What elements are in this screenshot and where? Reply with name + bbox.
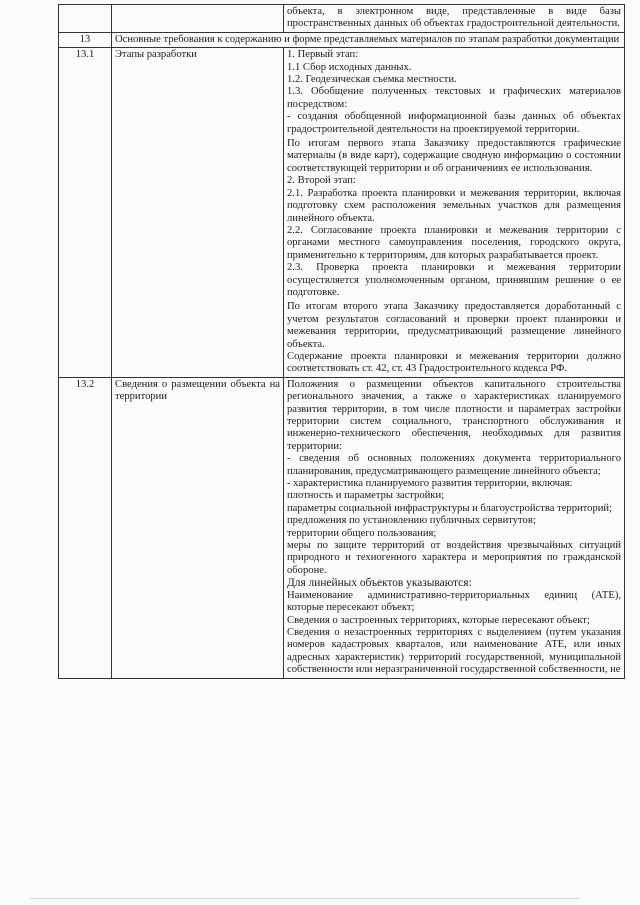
cell-num-13-1: 13.1 (59, 48, 112, 378)
paragraph: 1. Первый этап: (287, 49, 359, 61)
cell-section-13-title: Основные требования к содержанию и форме представляемых материалов по этапам разработки документации (112, 32, 625, 47)
paragraph: 1.3. Обобщение полученных текстовых и графических материалов посредством: (287, 86, 621, 110)
table-row-continuation (59, 5, 625, 33)
paragraph: - характеристика планируемого развития территории, включая: (287, 478, 573, 490)
paragraph: Содержание проекта планировки и межевания территории должно соответствовать ст. 42, ст. 43 Градостроительного кодекса РФ. (287, 350, 621, 375)
cell-content-13-2 (284, 377, 625, 678)
paragraph: - сведения об основных положениях документа территориального планирования, предусматривающего размещение линейного объекта; (287, 453, 621, 477)
paragraph: Сведения о незастроенных территориях с выделением (путем указания номеров кадастровых кварталов, или наименование АТЕ, или иных адресных характеристик) территорий государственной, муниципальной собственности или неразграниченной государственной собственности, не (287, 626, 621, 676)
table-row-13-1 (59, 48, 625, 378)
paragraph: Сведения о застроенных территориях, которые пересекают объект; (287, 614, 590, 626)
paragraph: предложения по установлению публичных сервитутов; (287, 515, 536, 527)
paragraph: По итогам второго этапа Заказчику предоставляется доработанный с учетом результатов согласований и проверки проект планировки и межевания территории, предусматривающий размещение линейного объекта. (287, 301, 621, 350)
paragraph: Наименование административно-территориальных единиц (АТЕ), которые пересекают объект; (287, 589, 621, 614)
table-row-13 (59, 32, 625, 47)
paragraph: Для линейных объектов указываются: (287, 577, 472, 590)
scan-edge-divider (30, 898, 580, 899)
cell-name-empty (112, 5, 284, 33)
paragraph: 1.1 Сбор исходных данных. (287, 61, 412, 73)
cell-name-13-2: Сведения о размещении объекта на территории (112, 377, 284, 678)
paragraph: территории общего пользования; (287, 527, 437, 539)
cell-content-13-1 (284, 48, 625, 378)
paragraph: По итогам первого этапа Заказчику предоставляются графические материалы (в виде карт), содержащие сводную информацию о состоянии соответствующей территории и об ограничениях ее использования. (287, 138, 621, 174)
paragraph: - создания обобщенной информационной базы данных об объектах градостроительной деятельности на проектируемой территории. (287, 111, 621, 135)
paragraph: 2. Второй этап: (287, 175, 356, 187)
cell-continuation-text: объекта, в электронном виде, представленные в виде базы пространственных данных об объектах градостроительной деятельности. (284, 5, 625, 33)
table-row-13-2 (59, 377, 625, 678)
paragraph: 2.3. Проверка проекта планировки и межевания территории осуществляется уполномоченным органом, принявшим решение о ее подготовке. (287, 262, 621, 298)
cell-num-empty (59, 5, 112, 33)
requirements-table (58, 4, 625, 679)
paragraph: 2.1. Разработка проекта планировки и межевания территории, включая подготовку схем расположения земельных участков для размещения линейного объекта. (287, 187, 621, 224)
paragraph: меры по защите территорий от воздействия чрезвычайных ситуаций природного и техногенного характера и мероприятия по гражданской обороне. (287, 540, 621, 576)
cell-num-13: 13 (59, 32, 112, 47)
paragraph: 1.2. Геодезическая съемка местности. (287, 74, 457, 86)
paragraph: 2.2. Согласование проекта планировки и межевания территории с органами местного самоуправления поселения, городского округа, применительно к территориям, для которых разрабатывается проект. (287, 224, 621, 261)
cell-name-13-1: Этапы разработки (112, 48, 284, 378)
paragraph: Положения о размещении объектов капитального строительства регионального значения, а также о характеристиках планируемого развития территории, в том числе плотности и параметрах застройки территории систем социального, транспортного обслуживания и инженерно-технического обеспечения, необходимых для развития территории: (287, 378, 621, 452)
paragraph: плотность и параметры застройки; (287, 490, 445, 502)
cell-num-13-2: 13.2 (59, 377, 112, 678)
paragraph: параметры социальной инфраструктуры и благоустройства территорий; (287, 502, 613, 514)
